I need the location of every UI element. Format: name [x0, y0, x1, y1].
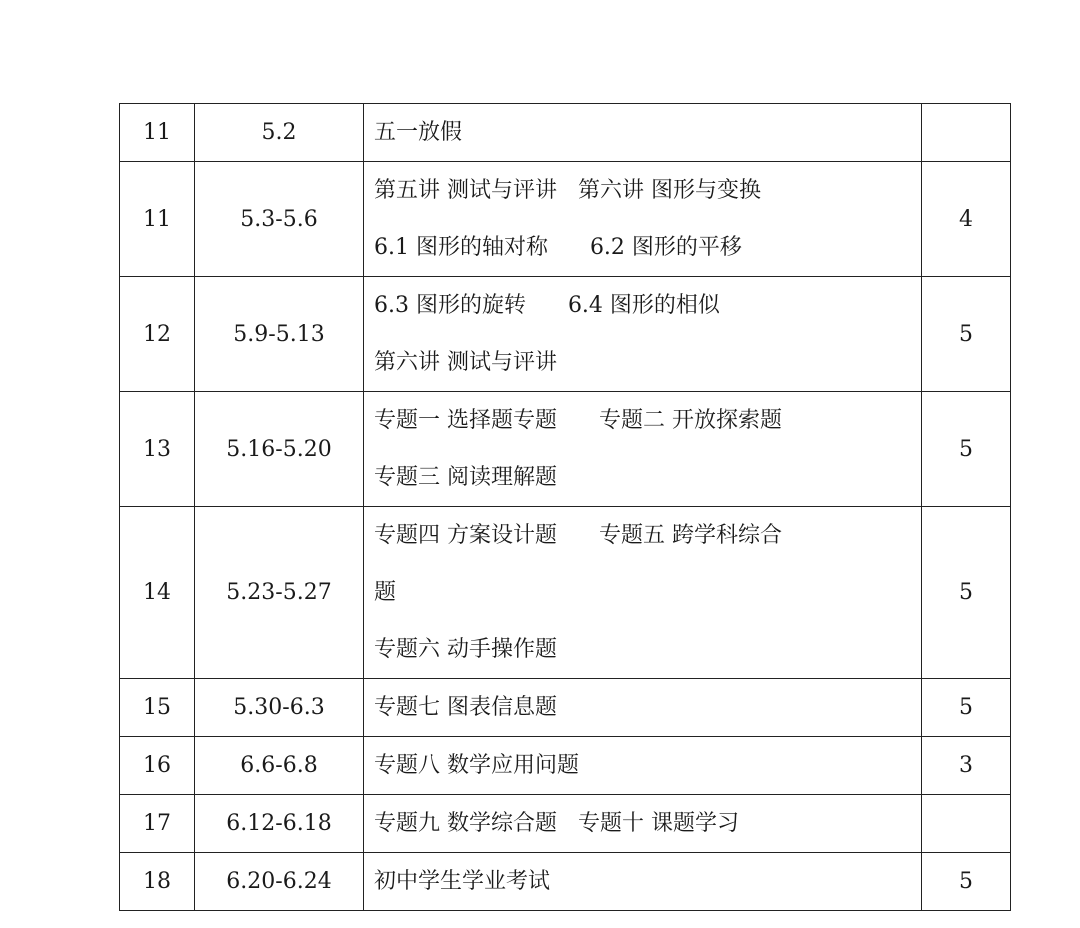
week-cell: 17 [120, 795, 195, 853]
table-row [120, 737, 1011, 795]
content-cell [364, 277, 922, 392]
week-cell: 16 [120, 737, 195, 795]
content-line: 专题三 阅读理解题 [374, 465, 557, 490]
content-cell [364, 679, 922, 737]
date-cell: 5.3-5.6 [195, 162, 364, 277]
content-line: 题 [374, 580, 397, 605]
week-cell: 14 [120, 507, 195, 679]
content-line: 6.3 图形的旋转 6.4 图形的相似 [374, 293, 720, 318]
week-cell: 18 [120, 853, 195, 911]
content-cell [364, 853, 922, 911]
content-line: 第六讲 测试与评讲 [374, 350, 557, 375]
table-row [120, 392, 1011, 507]
table-row [120, 277, 1011, 392]
schedule-table [119, 103, 1011, 911]
date-cell: 5.2 [195, 104, 364, 162]
week-cell: 13 [120, 392, 195, 507]
content-line: 初中学生学业考试 [374, 869, 551, 894]
content-line: 专题九 数学综合题 专题十 课题学习 [374, 811, 739, 836]
table-row [120, 795, 1011, 853]
hours-cell: 5 [922, 853, 1011, 911]
content-line: 专题四 方案设计题 专题五 跨学科综合 [374, 523, 782, 548]
hours-cell [922, 795, 1011, 853]
hours-cell [922, 104, 1011, 162]
hours-cell: 5 [922, 277, 1011, 392]
table-row [120, 104, 1011, 162]
date-cell: 6.12-6.18 [195, 795, 364, 853]
date-cell: 5.16-5.20 [195, 392, 364, 507]
week-cell: 12 [120, 277, 195, 392]
table-row [120, 507, 1011, 679]
week-cell: 11 [120, 104, 195, 162]
hours-cell: 5 [922, 392, 1011, 507]
hours-cell: 5 [922, 507, 1011, 679]
content-line: 6.1 图形的轴对称 6.2 图形的平移 [374, 235, 742, 260]
content-cell [364, 795, 922, 853]
date-cell: 5.9-5.13 [195, 277, 364, 392]
content-line: 专题六 动手操作题 [374, 637, 557, 662]
table-row [120, 162, 1011, 277]
date-cell: 5.30-6.3 [195, 679, 364, 737]
content-line: 专题七 图表信息题 [374, 695, 557, 720]
week-cell: 11 [120, 162, 195, 277]
week-cell: 15 [120, 679, 195, 737]
content-cell [364, 737, 922, 795]
hours-cell: 4 [922, 162, 1011, 277]
date-cell: 6.6-6.8 [195, 737, 364, 795]
content-line: 专题一 选择题专题 专题二 开放探索题 [374, 408, 782, 433]
hours-cell: 5 [922, 679, 1011, 737]
content-cell [364, 162, 922, 277]
date-cell: 5.23-5.27 [195, 507, 364, 679]
content-line: 第五讲 测试与评讲 第六讲 图形与变换 [374, 178, 761, 203]
content-line: 五一放假 [374, 120, 463, 145]
table-row [120, 853, 1011, 911]
content-cell [364, 507, 922, 679]
date-cell: 6.20-6.24 [195, 853, 364, 911]
content-cell [364, 392, 922, 507]
content-cell [364, 104, 922, 162]
content-line: 专题八 数学应用问题 [374, 753, 579, 778]
table-row [120, 679, 1011, 737]
hours-cell: 3 [922, 737, 1011, 795]
